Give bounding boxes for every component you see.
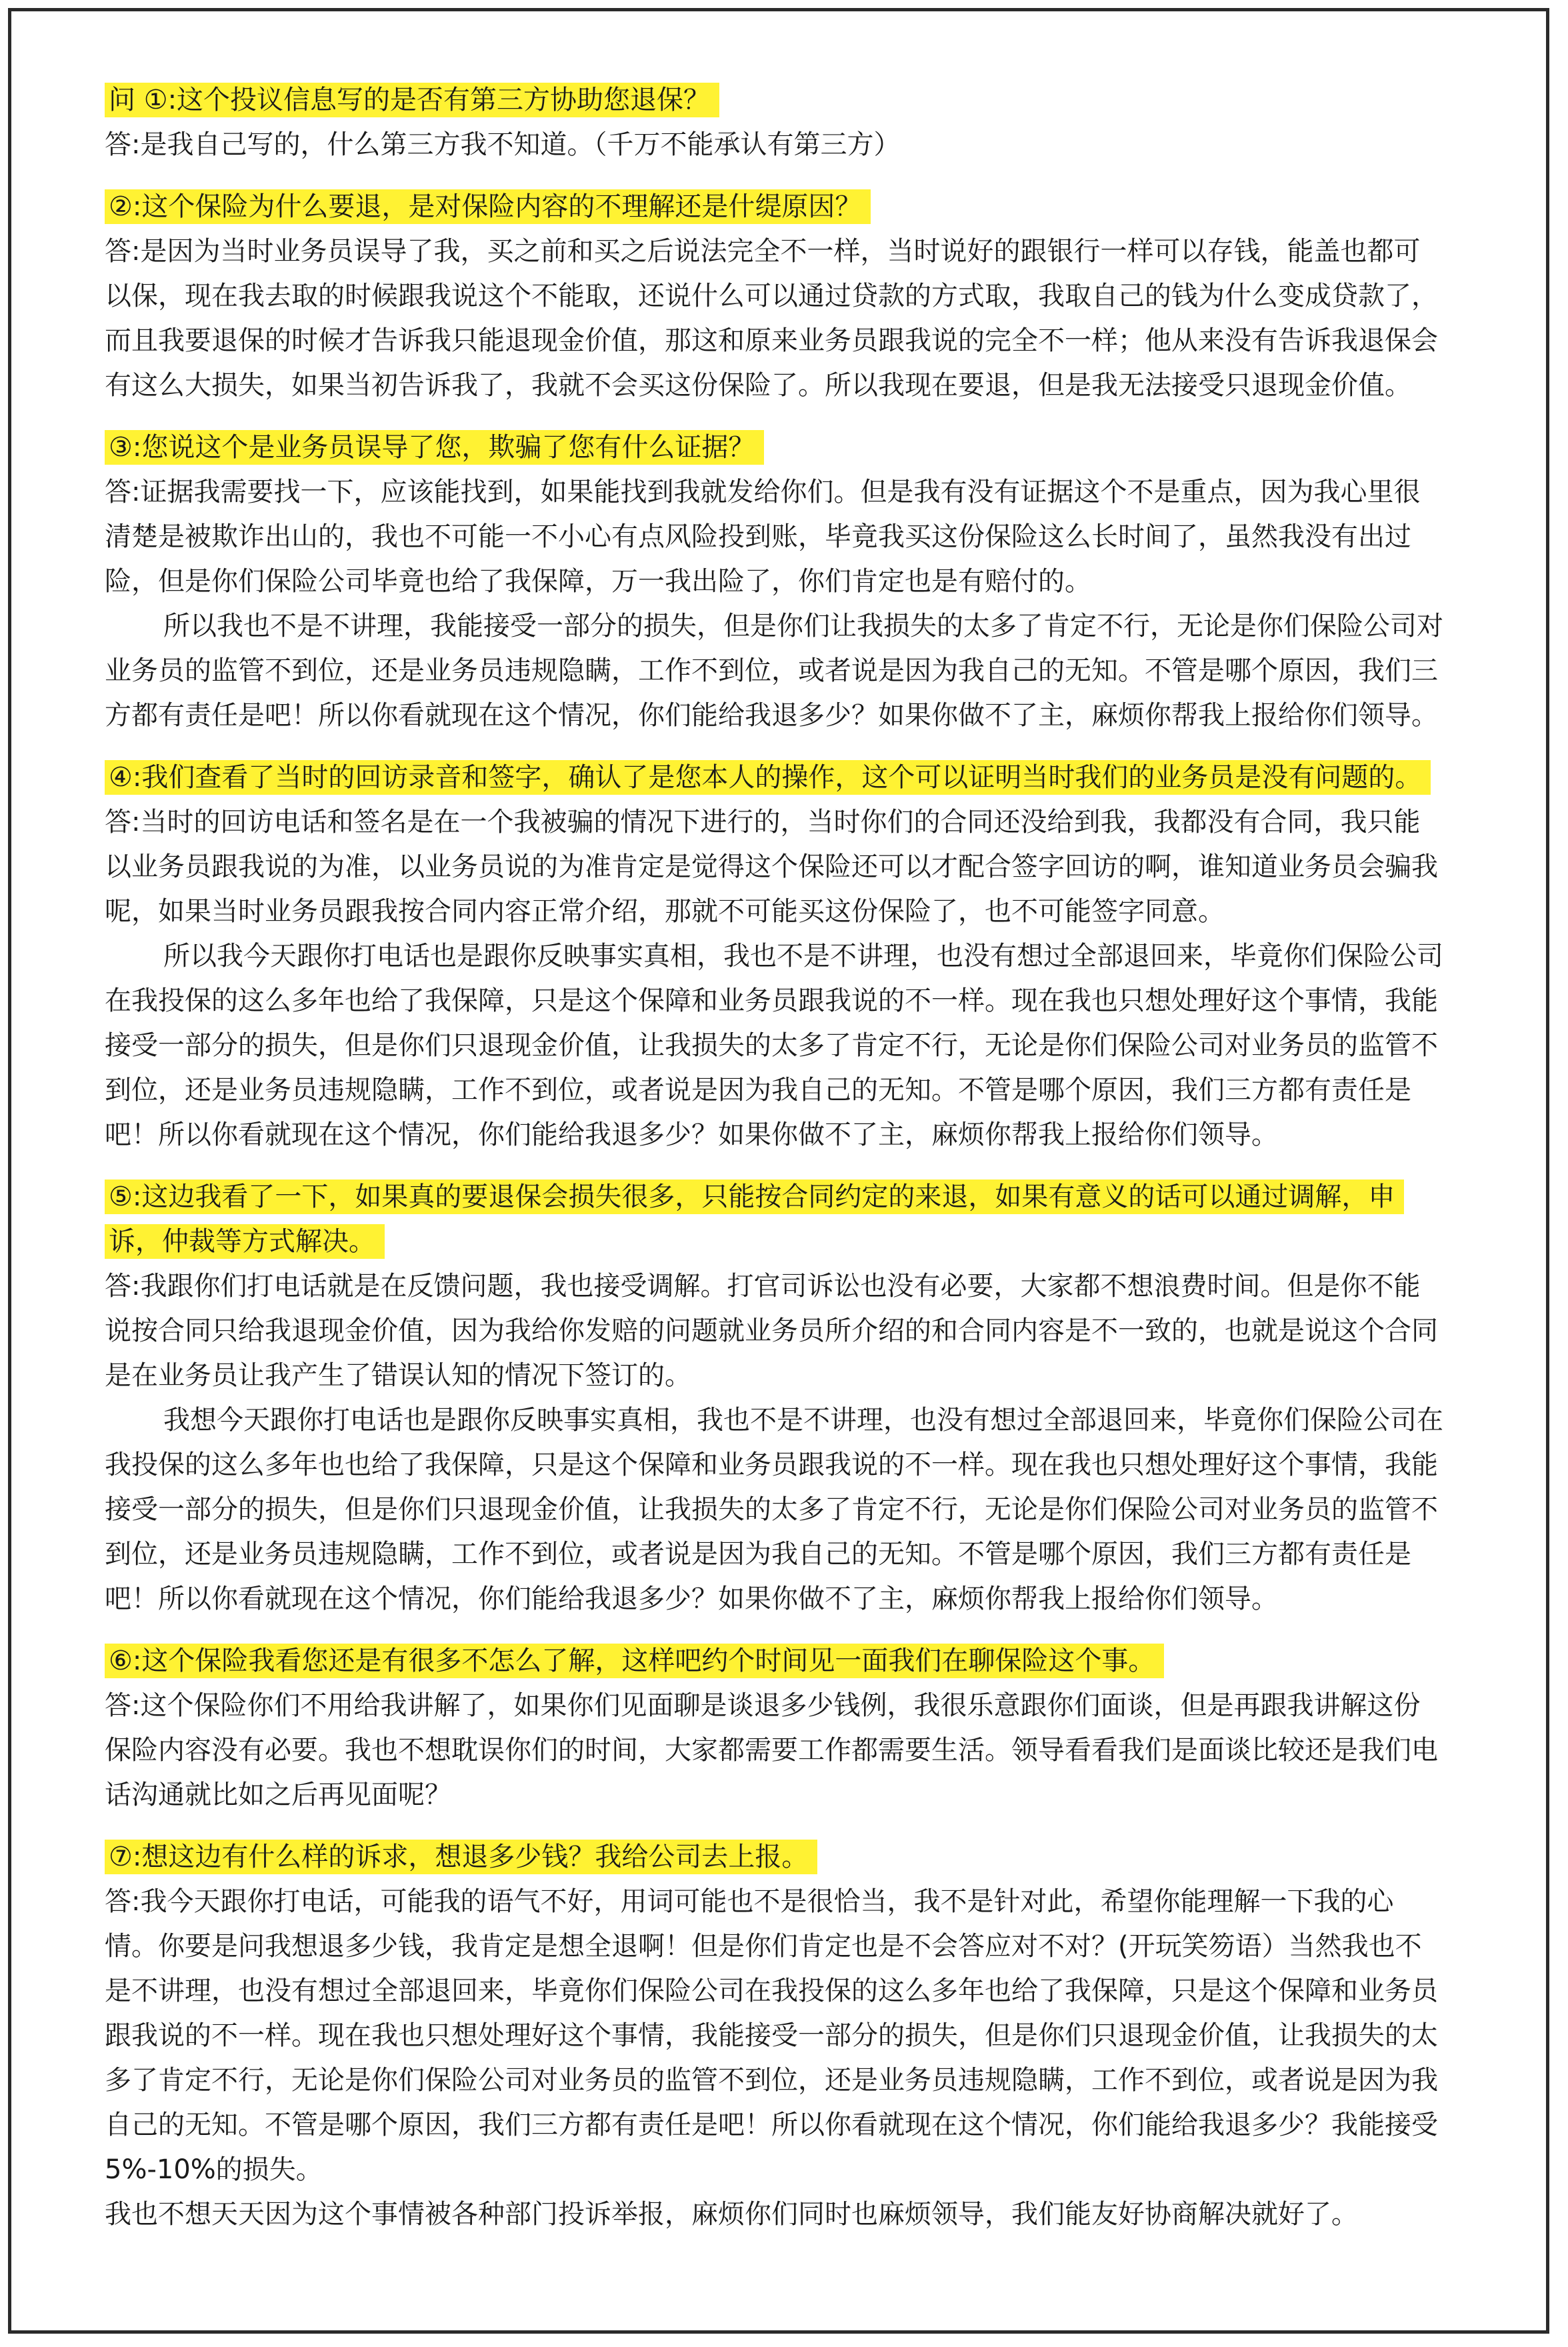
spacer [105,1157,1445,1175]
question-1 [105,78,1445,123]
question-4 [105,755,1445,800]
answer-6: 答:这个保险你们不用给我讲解了，如果你们见面聊是谈退多少钱例，我很乐意跟你们面谈，但是再跟我讲解这份保险内容没有必要。我也不想耽误你们的时间，大家都需要工作都需要生活。领导看看我们是面谈比较还是我们电话沟通就比如之后再见面呢？ [105,1690,1438,1810]
answer-3-paragraph-2: 所以我也不是不讲理，我能接受一部分的损失，但是你们让我损失的太多了肯定不行，无论是你们保险公司对业务员的监管不到位，还是业务员违规隐瞒，工作不到位，或者说是因为我自己的无知。不管是哪个原因，我们三方都有责任是吧！所以你看就现在这个情况，你们能给我退多少？如果你做不了主，麻烦你帮我上报给你们领导。 [105,611,1443,731]
answer-4: 答:当时的回访电话和签名是在一个我被骗的情况下进行的，当时你们的合同还没给到我，我都没有合同，我只能以业务员跟我说的为准，以业务员说的为准肯定是觉得这个保险还可以才配合签字回访的啊，谁知道业务员会骗我呢，如果当时业务员跟我按合同内容正常介绍，那就不可能买这份保险了，也不可能签字同意。 [105,807,1438,927]
question-7 [105,1835,1445,1880]
answer-2: 答:是因为当时业务员误导了我，买之前和买之后说法完全不一样，当时说好的跟银行一样可以存钱，能盖也都可以保，现在我去取的时候跟我说这个不能取，还说什么可以通过贷款的方式取，我取自己的钱为什么变成贷款了，而且我要退保的时候才告诉我只能退现金价值，那这和原来业务员跟我说的完全不一样；他从来没有告诉我退保会有这么大损失，如果当初告诉我了，我就不会买这份保险了。所以我现在要退，但是我无法接受只退现金价值。 [105,236,1438,401]
question-3-highlight: ③:您说这个是业务员误导了您，欺骗了您有什么证据？ [105,430,764,465]
spacer [105,408,1445,425]
spacer [105,1818,1445,1835]
question-6 [105,1639,1445,1684]
answer-5: 答:我跟你们打电话就是在反馈问题，我也接受调解。打官司诉讼也没有必要，大家都不想浪费时间。但是你不能说按合同只给我退现金价值，因为我给你发赔的问题就业务员所介绍的和合同内容是不一致的，也就是说这个合同是在业务员让我产生了错误认知的情况下签订的。 [105,1271,1438,1391]
answer-7-paragraph-2: 我也不想天天因为这个事情被各种部门投诉举报，麻烦你们同时也麻烦领导，我们能友好协商解决就好了。 [105,2199,1358,2230]
question-7-highlight: ⑦:想这边有什么样的诉求，想退多少钱？我给公司去上报。 [105,1840,817,1874]
answer-4-paragraph-2: 所以我今天跟你打电话也是跟你反映事实真相，我也不是不讲理，也没有想过全部退回来，毕竟你们保险公司在我投保的这么多年也给了我保障，只是这个保障和业务员跟我说的不一样。现在我也只想处理好这个事情，我能接受一部分的损失，但是你们只退现金价值，让我损失的太多了肯定不行，无论是你们保险公司对业务员的监管不到位，还是业务员违规隐瞒，工作不到位，或者说是因为我自己的无知。不管是哪个原因，我们三方都有责任是吧！所以你看就现在这个情况，你们能给我退多少？如果你做不了主，麻烦你帮我上报给你们领导。 [105,941,1443,1150]
spacer [105,1622,1445,1639]
answer-7: 答:我今天跟你打电话，可能我的语气不好，用词可能也不是很恰当，我不是针对此，希望你能理解一下我的心情。你要是问我想退多少钱，我肯定是想全退啊！但是你们肯定也是不会答应对不对？(开玩笑笏语）当然我也不是不讲理，也没有想过全部退回来，毕竟你们保险公司在我投保的这么多年也给了我保障，只是这个保障和业务员跟我说的不一样。现在我也只想处理好这个事情，我能接受一部分的损失，但是你们只退现金价值，让我损失的太多了肯定不行，无论是你们保险公司对业务员的监管不到位，还是业务员违规隐瞒，工作不到位，或者说是因为我自己的无知。不管是哪个原因，我们三方都有责任是吧！所以你看就现在这个情况，你们能给我退多少？我能接受 5%-10%的损失。 [105,1886,1438,2185]
question-2-highlight: ②:这个保险为什么要退，是对保险内容的不理解还是什缇原因？ [105,189,871,224]
answer-5-paragraph-2: 我想今天跟你打电话也是跟你反映事实真相，我也不是不讲理，也没有想过全部退回来，毕竟你们保险公司在我投保的这么多年也也给了我保障，只是这个保障和业务员跟我说的不一样。现在我也只想处理好这个事情，我能接受一部分的损失，但是你们只退现金价值，让我损失的太多了肯定不行，无论是你们保险公司对业务员的监管不到位，还是业务员违规隐瞒，工作不到位，或者说是因为我自己的无知。不管是哪个原因，我们三方都有责任是吧！所以你看就现在这个情况，你们能给我退多少？如果你做不了主，麻烦你帮我上报给你们领导。 [105,1405,1443,1614]
question-4-highlight: ④:我们查看了当时的回访录音和签字，确认了是您本人的操作，这个可以证明当时我们的业务员是没有问题的。 [105,760,1431,795]
spacer [105,738,1445,755]
question-2 [105,185,1445,229]
answer-3: 答:证据我需要找一下，应该能找到，如果能找到我就发给你们。但是我有没有证据这个不是重点，因为我心里很清楚是被欺诈出山的，我也不可能一不小心有点风险投到账，毕竟我买这份保险这么长时间了，虽然我没有出过险，但是你们保险公司毕竟也给了我保障，万一我出险了，你们肯定也是有赔付的。 [105,477,1421,597]
question-5 [105,1175,1445,1264]
question-1-highlight: 问 ①:这个投议信息写的是否有第三方协助您退保？ [105,83,719,117]
question-6-highlight: ⑥:这个保险我看您还是有很多不怎么了解，这样吧约个时间见一面我们在聊保险这个事。 [105,1644,1164,1678]
spacer [105,167,1445,185]
question-3 [105,425,1445,470]
answer-1: 答:是我自己写的，什么第三方我不知道。（千万不能承认有第三方） [105,129,901,160]
document-content [105,78,1445,2237]
document-page [8,8,1549,2334]
question-5-highlight: ⑤:这边我看了一下，如果真的要退保会损失很多，只能按合同约定的来退，如果有意义的话可以通过调解，申诉，仲裁等方式解决。 [105,1180,1404,1259]
